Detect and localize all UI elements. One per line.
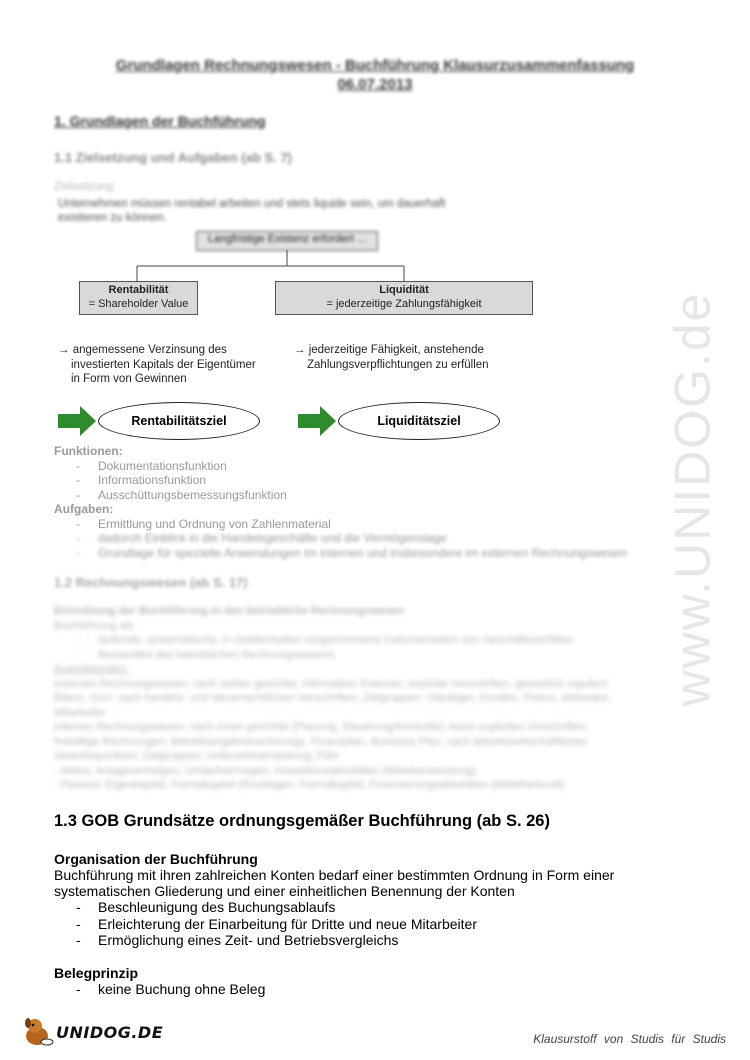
green-arrow-icon-left <box>58 406 98 436</box>
rw-line: - Aktiva: Anlagevermögen, Umlaufvermögen, Investitionsaktivitäten (Mittelverwendung) <box>54 764 476 777</box>
rw-line: Mitarbeiter <box>54 706 106 719</box>
organisation-text-line-2: systematischen Gliederung und einer einheitlichen Benennung der Konten <box>54 883 515 899</box>
aufgaben-list <box>54 517 694 561</box>
rw-line: externes Rechnungswesen: nach außen gerichtet, Information Externer; explizite Vorschriften, gesetzlich reguliert; <box>54 677 610 690</box>
einordnung-heading: Einordnung der Buchführung in das betriebliche Rechnungswesen <box>54 605 405 617</box>
logo-text: UNIDOG.DE <box>56 1022 164 1042</box>
rentabilitaet-title: Rentabilität <box>108 284 169 296</box>
organisation-heading: Organisation der Buchführung <box>54 851 258 867</box>
unidog-logo <box>22 1017 163 1047</box>
zielsetzung-line-1: Unternehmen müssen rentabel arbeiten und stets liquide sein, um dauerhaft <box>58 198 446 210</box>
list-item: - Bestandteil des betrieblichen Rechnungswesens <box>54 648 694 663</box>
zielsetzung-line-2: existieren zu können. <box>58 212 167 224</box>
rentabilitaet-note-line-2: investierten Kapitals der Eigentümer <box>71 358 256 371</box>
section-1-2-body <box>54 604 694 793</box>
rentabilitaet-note-line-1: → angemessene Verzinsung des <box>58 344 227 356</box>
zielsetzung-label: Zielsetzung: <box>54 181 117 193</box>
list-item: - Ausschüttungsbemessungsfunktion <box>54 488 694 503</box>
buchfuehrung-intro: Buchführung als <box>54 619 134 632</box>
rentabilitaet-note-line-3: in Form von Gewinnen <box>71 373 187 385</box>
auspraegungen-label: Ausprägungen: <box>54 663 129 675</box>
footer-tagline: Klausurstoff von Studis für Studis <box>533 1032 726 1046</box>
funktionen-label: Funktionen: <box>54 444 123 458</box>
funktionen-list <box>54 459 694 503</box>
list-item: - Erleichterung der Einarbeitung für Dritte und neue Mitarbeiter <box>54 916 724 933</box>
organisation-list <box>54 899 724 949</box>
list-item: - Beschleunigung des Buchungsablaufs <box>54 899 724 916</box>
liquiditaetsziel-ellipse: Liquiditätsziel <box>338 402 500 440</box>
diagram-connectors <box>0 0 750 300</box>
rw-line: freiwillige Rechnungen; Betriebsergebnisrechnungs, Finanzplan, Business Plan; nach betriebswirtschaftlichen <box>54 735 588 748</box>
liquiditaet-note-line-1: → jederzeitige Fähigkeit, anstehende <box>294 344 484 356</box>
watermark: www.UNIDOG.de <box>664 291 721 707</box>
einordnung-list <box>54 633 694 662</box>
list-item: - Ermöglichung eines Zeit- und Betriebsvergleichs <box>54 932 724 949</box>
section-1-heading: 1. Grundlagen der Buchführung <box>54 113 266 129</box>
belegprinzip-list <box>54 981 724 998</box>
list-item: - laufende, systematische, in Geldeinheiten vorgenommene Dokumentation von Geschäftsvorfällen <box>54 633 694 648</box>
funktionen-aufgaben <box>54 444 694 560</box>
belegprinzip-heading: Belegprinzip <box>54 964 139 981</box>
top-box: Langfristige Existenz erfordert ... <box>196 231 378 251</box>
rw-line: Bilanz, GuV; nach handels- und steuerrechtlichen Vorschriften; Zielgruppen: Gläubiger, Kunden, Fiskus, Aktionäre, <box>54 692 611 704</box>
list-item: - dadurch Einblick in die Handelsgeschäfte und die Vermögenslage <box>54 531 694 546</box>
title-line-1: Grundlagen Rechnungswesen - Buchführung Klausurzusammenfassung <box>115 57 635 74</box>
liquiditaet-sub: = jederzeitige Zahlungsfähigkeit <box>326 298 482 310</box>
green-arrow-icon-right <box>298 406 338 436</box>
list-item: - Dokumentationsfunktion <box>54 459 694 474</box>
liquiditaet-box <box>275 281 533 315</box>
section-1-3-heading: 1.3 GOB Grundsätze ordnungsgemäßer Buchführung (ab S. 26) <box>54 812 550 830</box>
list-item: - Ermittlung und Ordnung von Zahlenmaterial <box>54 517 694 532</box>
organisation-text-line-1: Buchführung mit ihren zahlreichen Konten bedarf einer bestimmten Ordnung in Form einer <box>54 867 615 883</box>
list-item: - Grundlage für spezielle Anwendungen im internen und insbesondere im externen Rechnungswesen <box>54 546 694 561</box>
dog-icon <box>22 1017 56 1047</box>
list-item: - keine Buchung ohne Beleg <box>54 981 724 998</box>
rentabilitaetsziel-ellipse: Rentabilitätsziel <box>98 402 260 440</box>
subsection-1-2-heading: 1.2 Rechnungswesen (ab S. 17) <box>54 575 248 590</box>
rw-line: - Passiva: Eigenkapital, Fremdkapital (Rücklagen, Fremdkapital, Finanzierungsaktivitäten (Mittelherkunft) <box>54 779 565 791</box>
rw-line: Gesichtspunkten; Zielgruppen: Unternehmensleitung, Führ <box>54 750 340 762</box>
rentabilitaet-note <box>58 343 256 387</box>
liquiditaet-note-line-2: Zahlungsverpflichtungen zu erfüllen <box>307 358 489 371</box>
rentabilitaet-sub: = Shareholder Value <box>88 298 189 310</box>
title-line-2: 06.07.2013 <box>337 76 413 93</box>
rentabilitaet-box <box>79 281 198 315</box>
goals-diagram <box>0 0 750 450</box>
aufgaben-label: Aufgaben: <box>54 502 114 516</box>
liquiditaet-note <box>294 343 489 372</box>
liquiditaet-title: Liquidität <box>379 284 429 296</box>
subsection-1-1-heading: 1.1 Zielsetzung und Aufgaben (ab S. 7) <box>54 150 292 165</box>
section-1-3 <box>54 812 724 997</box>
rw-line: internes Rechnungswesen: nach innen gerichtet (Planung, Steuerung/Kontrolle); keine expliziten Vorschriften, <box>54 721 589 733</box>
list-item: - Informationsfunktion <box>54 473 694 488</box>
